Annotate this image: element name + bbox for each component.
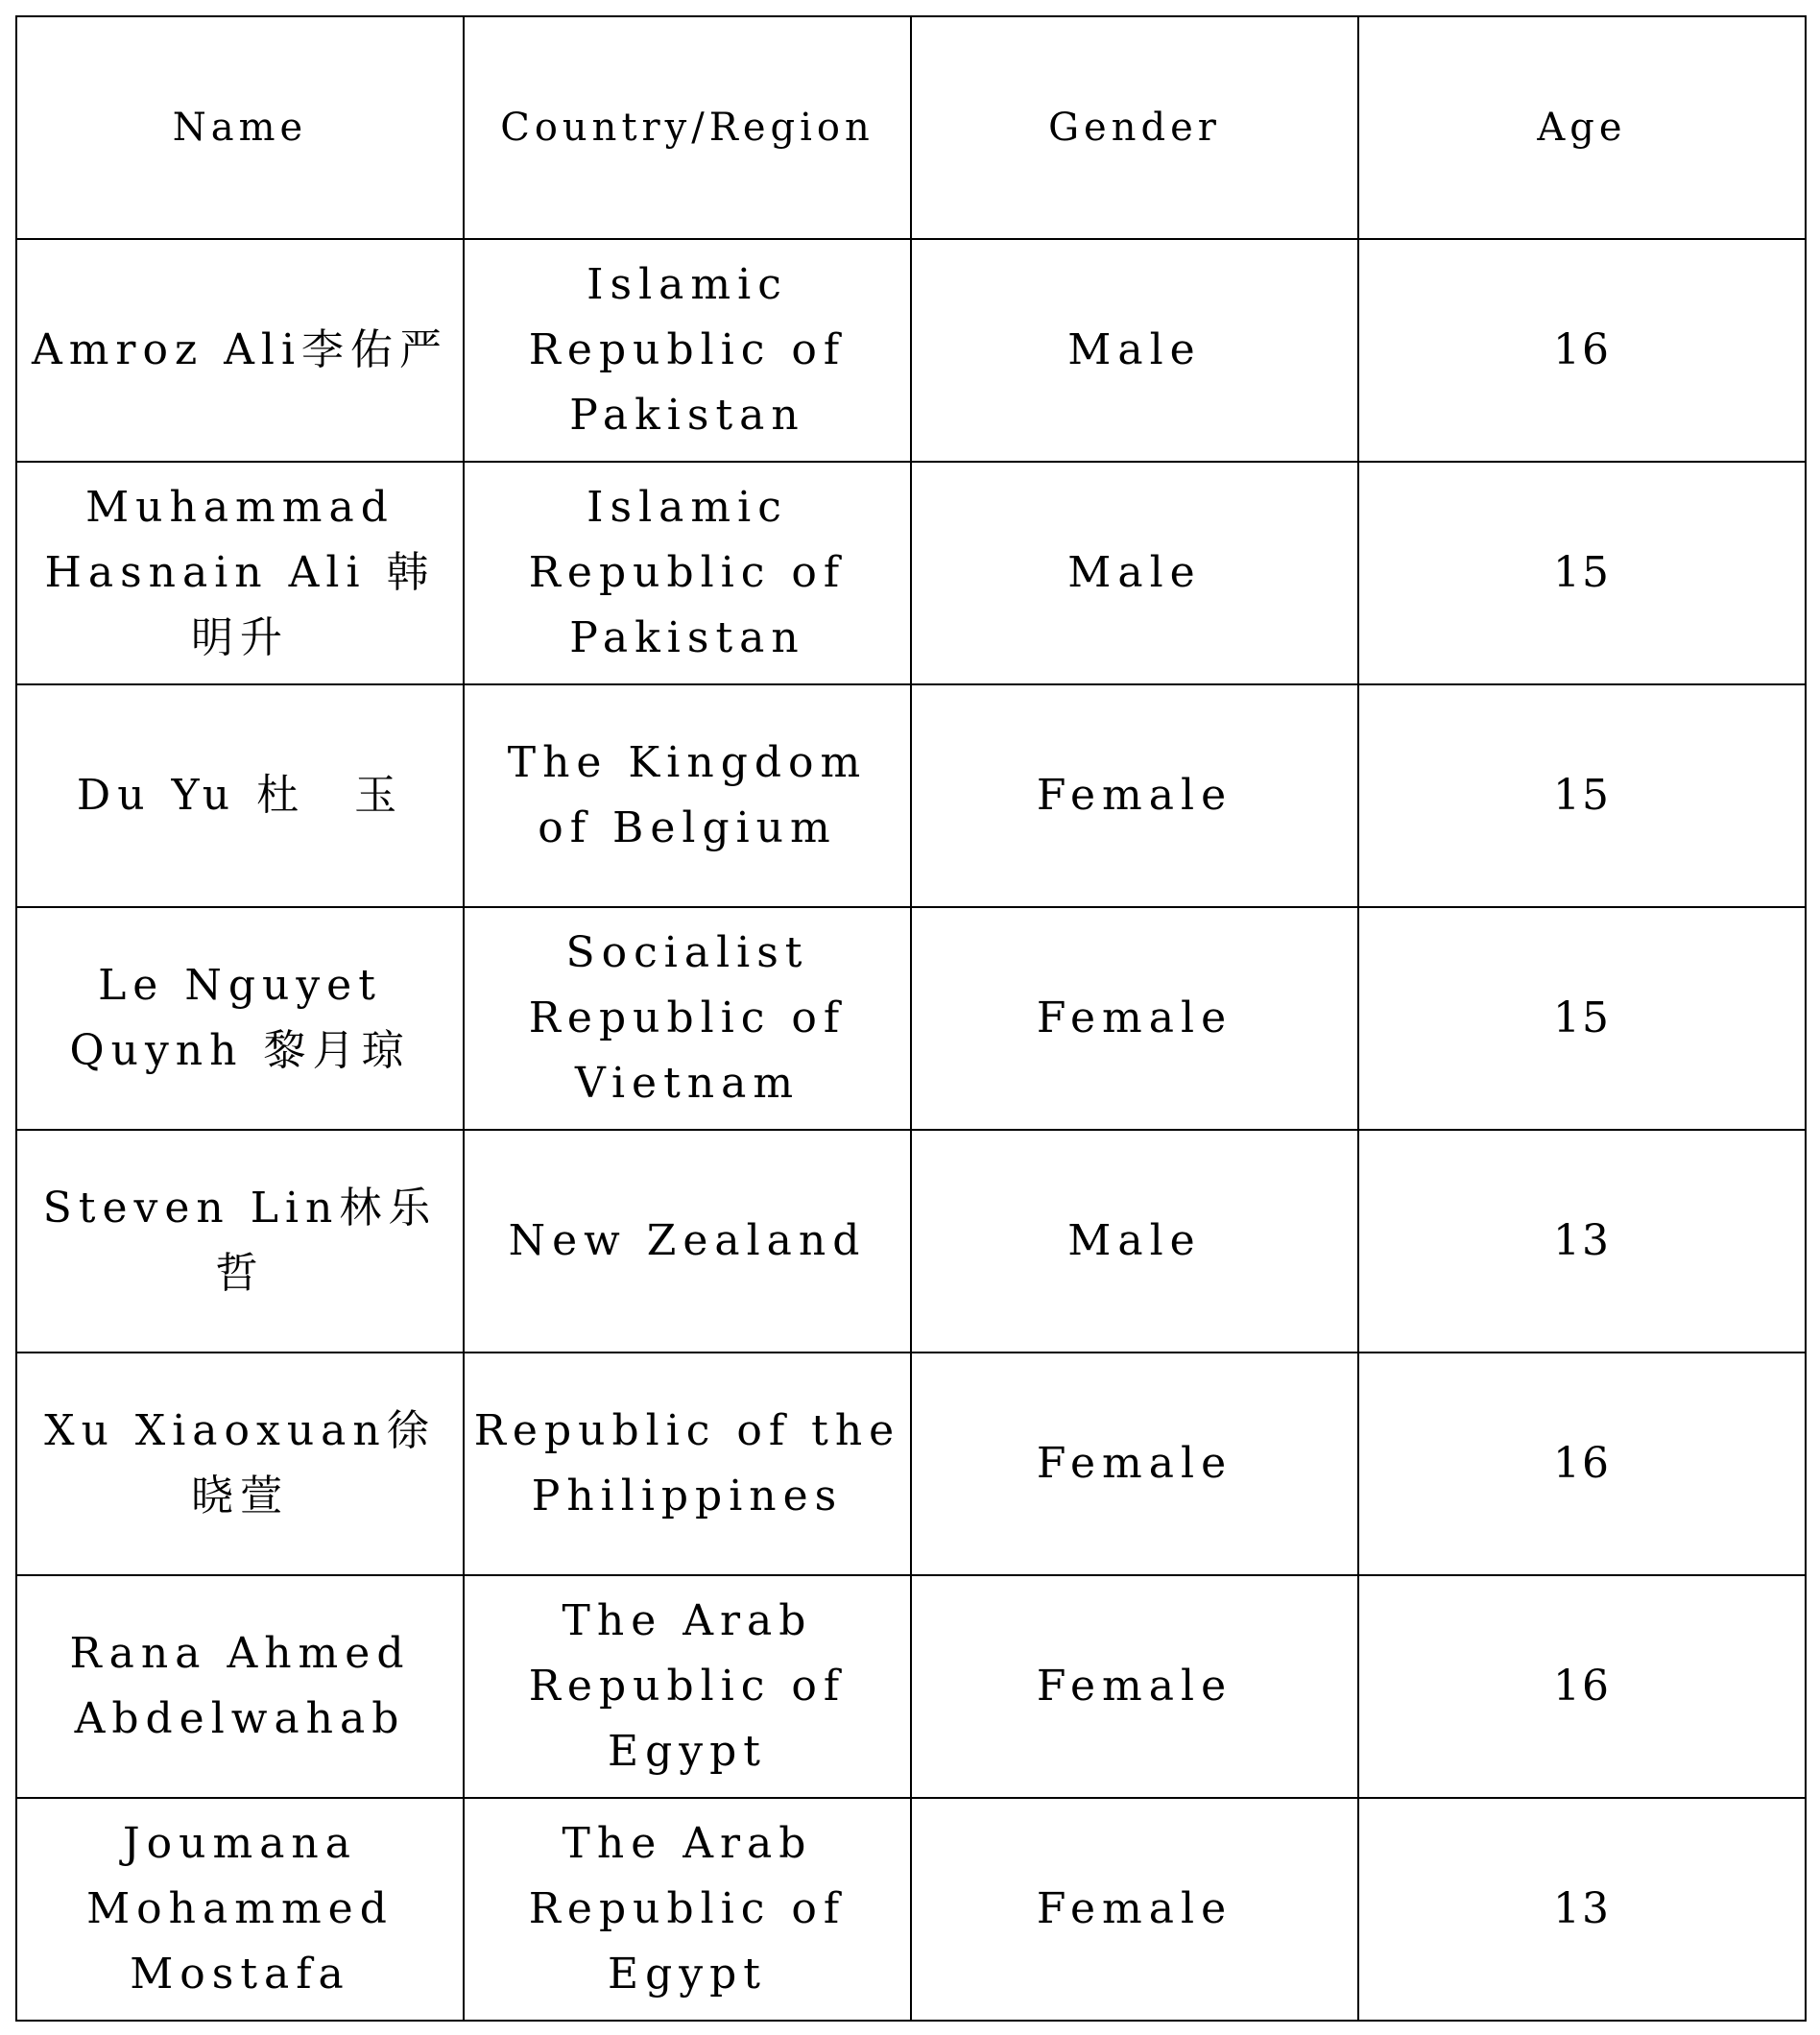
cell-country-region: Islamic Republic of Pakistan xyxy=(464,239,911,462)
cell-age: 13 xyxy=(1358,1130,1806,1353)
cell-name: Amroz Ali李佑严 xyxy=(16,239,464,462)
cell-country-region: Republic of the Philippines xyxy=(464,1353,911,1575)
cell-country-region: Islamic Republic of Pakistan xyxy=(464,462,911,684)
cell-gender: Female xyxy=(911,1353,1358,1575)
cell-name: Du Yu 杜 玉 xyxy=(16,684,464,907)
cell-country-region: The Kingdom of Belgium xyxy=(464,684,911,907)
cell-name: Le Nguyet Quynh 黎月琼 xyxy=(16,907,464,1130)
cell-country-region: New Zealand xyxy=(464,1130,911,1353)
cell-gender: Female xyxy=(911,1575,1358,1798)
cell-name: Muhammad Hasnain Ali 韩明升 xyxy=(16,462,464,684)
cell-gender: Male xyxy=(911,1130,1358,1353)
cell-name: Steven Lin林乐哲 xyxy=(16,1130,464,1353)
cell-name: Rana Ahmed Abdelwahab xyxy=(16,1575,464,1798)
table-row xyxy=(16,1130,1806,1353)
header-age: Age xyxy=(1358,16,1806,239)
table-row xyxy=(16,1798,1806,2021)
table-row xyxy=(16,1353,1806,1575)
cell-country-region: The Arab Republic of Egypt xyxy=(464,1575,911,1798)
table-row xyxy=(16,1575,1806,1798)
cell-age: 15 xyxy=(1358,907,1806,1130)
header-gender: Gender xyxy=(911,16,1358,239)
header-name: Name xyxy=(16,16,464,239)
cell-gender: Female xyxy=(911,1798,1358,2021)
cell-age: 16 xyxy=(1358,1575,1806,1798)
header-country-region: Country/Region xyxy=(464,16,911,239)
cell-gender: Male xyxy=(911,462,1358,684)
cell-name: Xu Xiaoxuan徐晓萱 xyxy=(16,1353,464,1575)
cell-country-region: The Arab Republic of Egypt xyxy=(464,1798,911,2021)
cell-age: 16 xyxy=(1358,239,1806,462)
participants-table xyxy=(15,15,1807,2022)
cell-name: Joumana Mohammed Mostafa xyxy=(16,1798,464,2021)
cell-age: 15 xyxy=(1358,462,1806,684)
table-row xyxy=(16,462,1806,684)
cell-gender: Female xyxy=(911,907,1358,1130)
table-row xyxy=(16,684,1806,907)
table-header-row xyxy=(16,16,1806,239)
cell-country-region: Socialist Republic of Vietnam xyxy=(464,907,911,1130)
cell-gender: Male xyxy=(911,239,1358,462)
cell-age: 13 xyxy=(1358,1798,1806,2021)
table-row xyxy=(16,239,1806,462)
cell-gender: Female xyxy=(911,684,1358,907)
cell-age: 15 xyxy=(1358,684,1806,907)
cell-age: 16 xyxy=(1358,1353,1806,1575)
table-row xyxy=(16,907,1806,1130)
